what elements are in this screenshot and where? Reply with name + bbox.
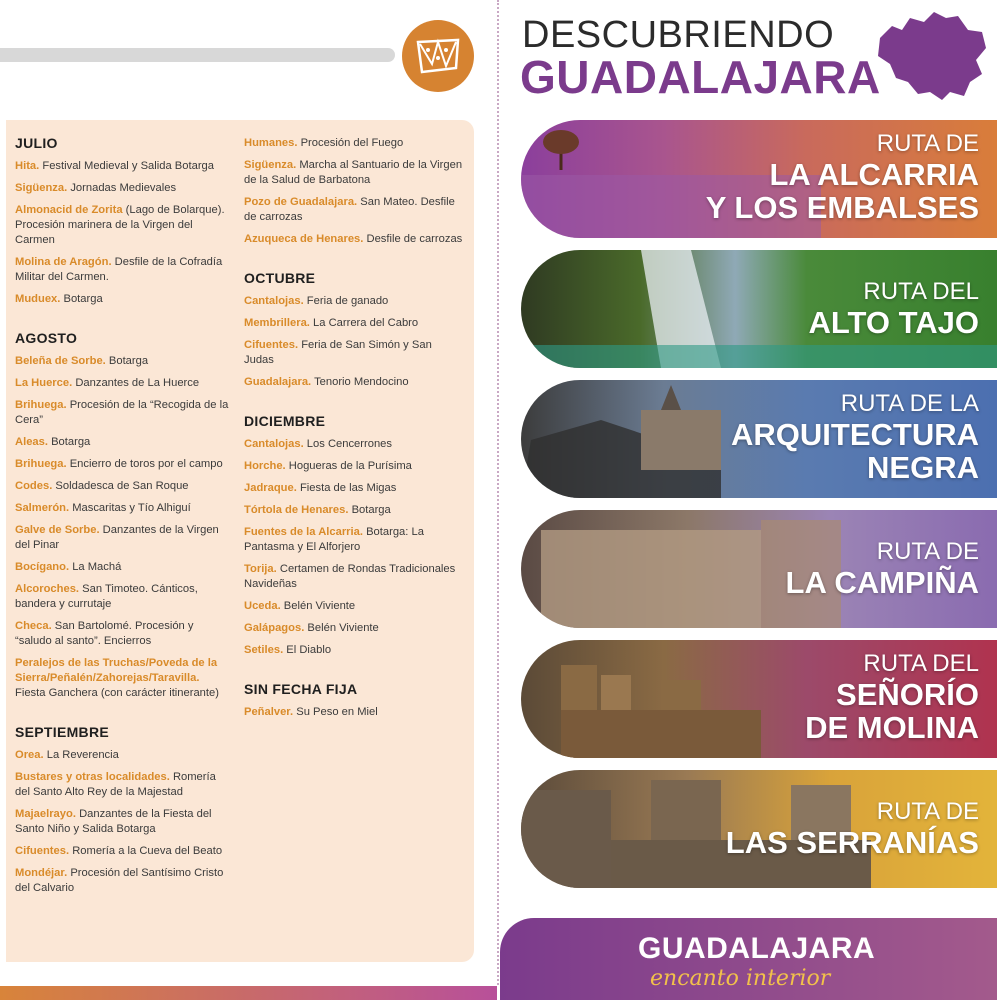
event-item bbox=[15, 181, 230, 196]
brand-name: GUADALAJARA bbox=[638, 932, 876, 965]
event-description: Botarga: La Pantasma y El Alforjero bbox=[244, 526, 424, 553]
event-description: Hogueras de la Purísima bbox=[288, 460, 412, 472]
event-place: Brihuega. bbox=[15, 399, 67, 411]
event-place: Fuentes de la Alcarria. bbox=[244, 526, 363, 538]
event-item bbox=[244, 621, 464, 636]
event-description: Botarga bbox=[51, 436, 91, 448]
event-description: Los Cencerrones bbox=[306, 438, 392, 450]
event-item bbox=[15, 523, 230, 553]
route-name: SEÑORÍO bbox=[836, 677, 979, 712]
event-description: Feria de ganado bbox=[306, 295, 389, 307]
month-heading: DICIEMBRE bbox=[244, 413, 326, 429]
event-item bbox=[244, 459, 464, 474]
route-name: LA CAMPIÑA bbox=[785, 565, 979, 600]
event-place: Uceda. bbox=[244, 600, 281, 612]
logo-icon bbox=[402, 20, 474, 92]
month-heading: OCTUBRE bbox=[244, 270, 316, 286]
event-place: Checa. bbox=[15, 620, 52, 632]
route-card-alcarria[interactable] bbox=[521, 120, 997, 238]
route-lead: RUTA DEL bbox=[863, 650, 979, 677]
event-item bbox=[244, 316, 464, 331]
event-place: Codes. bbox=[15, 480, 53, 492]
event-place: Sigüenza. bbox=[15, 182, 68, 194]
event-place: Azuqueca de Henares. bbox=[244, 233, 364, 245]
event-place: La Huerce. bbox=[15, 377, 73, 389]
event-description: Belén Viviente bbox=[283, 600, 356, 612]
event-item bbox=[244, 375, 464, 390]
event-description: Danzantes de La Huerce bbox=[75, 377, 200, 389]
event-place: Pozo de Guadalajara. bbox=[244, 196, 358, 208]
event-description: Procesión del Santísimo Cristo del Calvario bbox=[15, 867, 224, 894]
route-card-arquitectura-negra[interactable] bbox=[521, 380, 997, 498]
event-item bbox=[15, 203, 230, 248]
event-place: Brihuega. bbox=[15, 458, 67, 470]
route-card-senorio-de-molina[interactable] bbox=[521, 640, 997, 758]
event-description: Botarga bbox=[351, 504, 391, 516]
event-item bbox=[244, 158, 464, 188]
event-item bbox=[15, 435, 230, 450]
title-line-1: DESCUBRIENDO bbox=[522, 14, 835, 56]
title-line-2: GUADALAJARA bbox=[520, 51, 881, 103]
event-description: Feria de San Simón y San Judas bbox=[244, 339, 432, 366]
route-name: LA ALCARRIA bbox=[769, 157, 979, 192]
event-item bbox=[15, 560, 230, 575]
route-lead: RUTA DE bbox=[876, 538, 979, 565]
event-item bbox=[15, 457, 230, 472]
route-name: DE MOLINA bbox=[805, 710, 979, 745]
route-lead: RUTA DEL bbox=[863, 278, 979, 305]
event-item bbox=[15, 376, 230, 391]
event-place: Cantalojas. bbox=[244, 438, 304, 450]
event-item bbox=[15, 748, 230, 763]
event-place: Muduex. bbox=[15, 293, 61, 305]
event-item bbox=[15, 398, 230, 428]
event-place: Sigüenza. bbox=[244, 159, 297, 171]
event-place: Salmerón. bbox=[15, 502, 70, 514]
event-item bbox=[244, 338, 464, 368]
event-place: Alcoroches. bbox=[15, 583, 80, 595]
event-place: Peralejos de las Truchas/Poveda de la Sierra/Peñalén/Zahorejas/Taravilla. bbox=[15, 657, 218, 684]
event-description: Festival Medieval y Salida Botarga bbox=[42, 160, 214, 172]
event-description: Desfile de la Cofradía Militar del Carmen. bbox=[15, 256, 223, 283]
event-place: Hita. bbox=[15, 160, 40, 172]
month-heading: SIN FECHA FIJA bbox=[244, 681, 358, 697]
brand-tagline: encanto interior bbox=[650, 966, 831, 991]
event-item bbox=[15, 479, 230, 494]
event-place: Beleña de Sorbe. bbox=[15, 355, 106, 367]
event-place: Cantalojas. bbox=[244, 295, 304, 307]
event-description: La Reverencia bbox=[46, 749, 119, 761]
event-description: Fiesta Ganchera (con carácter itinerante) bbox=[15, 687, 219, 699]
section-gap bbox=[244, 254, 464, 271]
route-name: ARQUITECTURA bbox=[731, 417, 979, 452]
event-description: Romería a la Cueva del Beato bbox=[72, 845, 223, 857]
route-name: ALTO TAJO bbox=[808, 305, 979, 340]
event-place: Bustares y otras localidades. bbox=[15, 771, 170, 783]
event-item bbox=[15, 354, 230, 369]
event-description: Certamen de Rondas Tradicionales Navideñas bbox=[244, 563, 456, 590]
event-place: Setiles. bbox=[244, 644, 284, 656]
event-place: Torija. bbox=[244, 563, 277, 575]
event-description: San Timoteo. Cánticos, bandera y currutaje bbox=[15, 583, 198, 610]
event-description: Botarga bbox=[63, 293, 103, 305]
event-description: Tenorio Mendocino bbox=[314, 376, 409, 388]
event-item bbox=[244, 643, 464, 658]
event-description: Soldadesca de San Roque bbox=[55, 480, 189, 492]
event-place: Almonacid de Zorita bbox=[15, 204, 123, 216]
event-item bbox=[15, 255, 230, 285]
event-item bbox=[15, 807, 230, 837]
event-description: La Machá bbox=[72, 561, 122, 573]
events-column-2 bbox=[244, 136, 464, 727]
event-place: Galve de Sorbe. bbox=[15, 524, 100, 536]
event-description: Desfile de carrozas bbox=[366, 233, 463, 245]
event-place: Majaelrayo. bbox=[15, 808, 76, 820]
event-item bbox=[244, 195, 464, 225]
event-description: (Lago de Bolarque). Procesión marinera de la Virgen del Carmen bbox=[15, 204, 225, 246]
event-item bbox=[15, 292, 230, 307]
event-item bbox=[244, 525, 464, 555]
route-name: LAS SERRANÍAS bbox=[725, 825, 979, 860]
brand-footer bbox=[500, 918, 997, 1000]
route-card-campina[interactable] bbox=[521, 510, 997, 628]
event-place: Cifuentes. bbox=[15, 845, 70, 857]
event-place: Bocígano. bbox=[15, 561, 70, 573]
month-heading: JULIO bbox=[15, 135, 58, 151]
event-item bbox=[15, 656, 230, 701]
event-description: Botarga bbox=[108, 355, 149, 367]
event-place: Tórtola de Henares. bbox=[244, 504, 349, 516]
section-gap bbox=[244, 665, 464, 682]
event-item bbox=[15, 866, 230, 896]
event-item bbox=[244, 599, 464, 614]
event-description: El Diablo bbox=[286, 644, 332, 656]
event-place: Humanes. bbox=[244, 137, 298, 149]
event-item bbox=[244, 232, 464, 247]
event-item bbox=[244, 481, 464, 496]
event-description: Mascaritas y Tío Alhiguí bbox=[72, 502, 191, 514]
event-place: Aleas. bbox=[15, 436, 48, 448]
guadalajara-map-icon bbox=[872, 8, 992, 103]
event-item bbox=[244, 562, 464, 592]
section-gap bbox=[15, 314, 230, 331]
event-place: Peñalver. bbox=[244, 706, 294, 718]
event-description: Encierro de toros por el campo bbox=[69, 458, 223, 470]
event-description: Su Peso en Miel bbox=[296, 706, 378, 718]
event-description: Danzantes de la Virgen del Pinar bbox=[15, 524, 219, 551]
events-column-1 bbox=[15, 136, 230, 903]
event-item bbox=[15, 159, 230, 174]
event-place: Guadalajara. bbox=[244, 376, 312, 388]
event-description: Danzantes de la Fiesta del Santo Niño y Salida Botarga bbox=[15, 808, 212, 835]
event-item bbox=[15, 501, 230, 516]
event-item bbox=[15, 844, 230, 859]
event-place: Galápagos. bbox=[244, 622, 305, 634]
section-gap bbox=[244, 397, 464, 414]
fold-divider bbox=[497, 0, 499, 985]
route-lead: RUTA DE bbox=[876, 130, 979, 157]
event-place: Molina de Aragón. bbox=[15, 256, 112, 268]
event-item bbox=[244, 437, 464, 452]
event-description: Marcha al Santuario de la Virgen de la Salud de Barbatona bbox=[244, 159, 463, 186]
event-description: La Carrera del Cabro bbox=[313, 317, 419, 329]
route-lead: RUTA DE LA bbox=[840, 390, 979, 417]
month-heading: SEPTIEMBRE bbox=[15, 724, 110, 740]
event-place: Mondéjar. bbox=[15, 867, 68, 879]
event-place: Membrillera. bbox=[244, 317, 310, 329]
event-item bbox=[15, 619, 230, 649]
event-place: Jadraque. bbox=[244, 482, 297, 494]
event-item bbox=[15, 582, 230, 612]
event-place: Horche. bbox=[244, 460, 286, 472]
section-gap bbox=[15, 708, 230, 725]
event-item bbox=[15, 770, 230, 800]
event-description: Fiesta de las Migas bbox=[299, 482, 397, 494]
event-description: San Mateo. Desfile de carrozas bbox=[244, 196, 455, 223]
route-card-serranias[interactable] bbox=[521, 770, 997, 888]
event-item bbox=[244, 503, 464, 518]
month-heading: AGOSTO bbox=[15, 330, 78, 346]
event-description: Belén Viviente bbox=[307, 622, 379, 634]
event-description: Romería del Santo Alto Rey de la Majestad bbox=[15, 771, 216, 798]
route-name: Y LOS EMBALSES bbox=[705, 190, 979, 225]
route-lead: RUTA DE bbox=[876, 798, 979, 825]
event-place: Cifuentes. bbox=[244, 339, 299, 351]
route-card-alto-tajo[interactable] bbox=[521, 250, 997, 368]
event-item bbox=[244, 294, 464, 309]
event-item bbox=[244, 136, 464, 151]
bottom-color-strip bbox=[0, 986, 497, 1000]
event-description: Procesión de la “Recogida de la Cera” bbox=[15, 399, 229, 426]
top-gray-bar bbox=[0, 48, 395, 62]
event-description: Procesión del Fuego bbox=[300, 137, 404, 149]
event-place: Orea. bbox=[15, 749, 44, 761]
event-description: San Bartolomé. Procesión y “saludo al santo”. Encierros bbox=[15, 620, 194, 647]
route-name: NEGRA bbox=[867, 450, 979, 485]
event-item bbox=[244, 705, 464, 720]
event-description: Jornadas Medievales bbox=[70, 182, 177, 194]
